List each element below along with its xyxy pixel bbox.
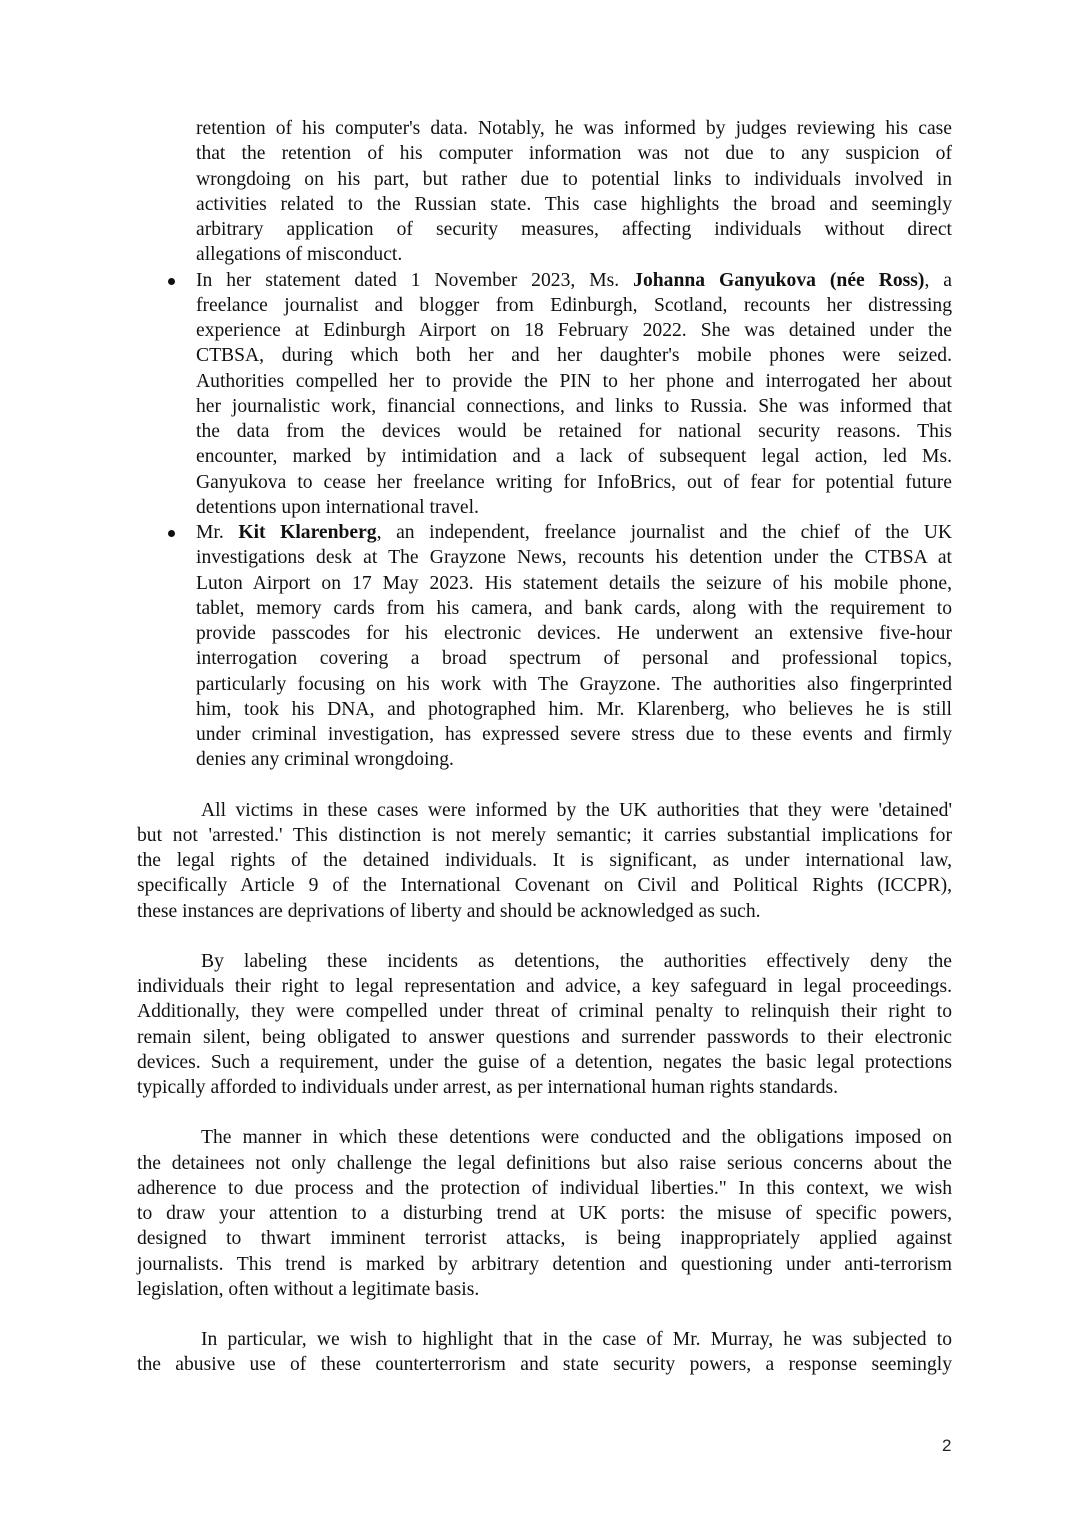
text-line: her journalistic work, financial connections, and links to Russia. She was informed that (196, 395, 952, 417)
text-line: denies any criminal wrongdoing. (196, 749, 454, 771)
text-line: interrogation covering a broad spectrum of personal and professional topics, (196, 648, 952, 670)
text-line: typically afforded to individuals under arrest, as per international human rights standards. (137, 1077, 839, 1098)
paragraph-detained-vs-arrested (137, 798, 952, 924)
paragraph-manner (137, 1125, 952, 1302)
text-line: journalists. This trend is marked by arbitrary detention and questioning under anti-terrorism (137, 1253, 952, 1275)
text-run: In her statement dated 1 November 2023, Ms. (196, 269, 634, 291)
text-line: legislation, often without a legitimate basis. (137, 1278, 480, 1300)
text-line: individuals their right to legal representation and advice, a key safeguard in legal proceedings. (137, 976, 952, 997)
bullet-continuation (137, 116, 952, 268)
text-line: freelance journalist and blogger from Edinburgh, Scotland, recounts her distressing (196, 294, 952, 316)
text-line: arbitrary application of security measures, affecting individuals without direct (196, 219, 952, 240)
text-line: under criminal investigation, has expressed severe stress due to these events and firmly (196, 724, 952, 745)
text-line: Ganyukova to cease her freelance writing for InfoBrics, out of fear for potential future (196, 471, 952, 493)
text-line: Additionally, they were compelled under threat of criminal penalty to relinquish their right to (137, 1001, 952, 1023)
text-line: tablet, memory cards from his camera, and bank cards, along with the requirement to (196, 597, 952, 619)
text-line: retention of his computer's data. Notably, he was informed by judges reviewing his case (196, 118, 952, 139)
text-line: CTBSA, during which both her and her daughter's mobile phones were seized. (196, 345, 952, 367)
bullet-klarenberg (137, 520, 952, 773)
text-run: Mr. (196, 522, 239, 543)
person-name: Kit Klarenberg (238, 522, 377, 543)
text-run: , an independent, freelance journalist and the chief of the UK (376, 522, 952, 543)
text-line: provide passcodes for his electronic devices. He underwent an extensive five-hour (196, 623, 952, 644)
text-line: the abusive use of these counterterrorism and state security powers, a response seemingly (137, 1354, 952, 1376)
text-line: encounter, marked by intimidation and a lack of subsequent legal action, led Ms. (196, 446, 952, 468)
text-line: experience at Edinburgh Airport on 18 February 2022. She was detained under the (196, 320, 952, 341)
text-line (196, 268, 952, 293)
text-line: detentions upon international travel. (196, 496, 479, 518)
text-line: activities related to the Russian state. This case highlights the broad and seemingly (196, 193, 952, 215)
text-line: that the retention of his computer information was not due to any suspicion of (196, 143, 952, 165)
text-run: , a (924, 269, 953, 291)
text-line: particularly focusing on his work with The Grayzone. The authorities also fingerprinted (196, 673, 952, 695)
text-line: to draw your attention to a disturbing trend at UK ports: the misuse of specific powers, (137, 1203, 952, 1224)
text-line: the detainees not only challenge the legal definitions but also raise serious concerns about the (137, 1152, 952, 1174)
text-line: adherence to due process and the protection of individual liberties." In this context, we wish (137, 1177, 952, 1199)
bullet-icon (168, 530, 175, 537)
text-line: remain silent, being obligated to answer questions and surrender passwords to their electronic (137, 1026, 952, 1048)
text-line: The manner in which these detentions were conducted and the obligations imposed on (201, 1127, 952, 1149)
text-line: investigations desk at The Grayzone News, recounts his detention under the CTBSA at (196, 547, 952, 569)
bullet-ganyukova (137, 268, 952, 521)
text-line: devices. Such a requirement, under the guise of a detention, negates the basic legal protections (137, 1051, 952, 1073)
text-line: specifically Article 9 of the International Covenant on Civil and Political Rights (ICCPR), (137, 875, 952, 897)
text-line: but not 'arrested.' This distinction is not merely semantic; it carries substantial implications for (137, 824, 952, 846)
text-line: the data from the devices would be retained for national security reasons. This (196, 421, 952, 442)
text-line: designed to thwart imminent terrorist attacks, is being inappropriately applied against (137, 1228, 952, 1250)
person-name: Johanna Ganyukova (née Ross) (633, 269, 925, 291)
text-line: Luton Airport on 17 May 2023. His statement details the seizure of his mobile phone, (196, 572, 952, 594)
text-line (196, 520, 952, 545)
text-line: him, took his DNA, and photographed him. Mr. Klarenberg, who believes he is still (196, 698, 952, 720)
text-line: the legal rights of the detained individuals. It is significant, as under international law, (137, 850, 952, 871)
text-line: these instances are deprivations of liberty and should be acknowledged as such. (137, 900, 761, 922)
bullet-list (137, 268, 952, 773)
paragraph-labeling (137, 949, 952, 1101)
text-line: wrongdoing on his part, but rather due to potential links to individuals involved in (196, 168, 952, 190)
text-line: In particular, we wish to highlight that in the case of Mr. Murray, he was subjected to (201, 1329, 952, 1350)
text-line: By labeling these incidents as detentions, the authorities effectively deny the (201, 950, 952, 972)
text-line: allegations of misconduct. (196, 244, 403, 266)
text-line: All victims in these cases were informed by the UK authorities that they were 'detained' (201, 799, 952, 821)
page-number: 2 (942, 1436, 952, 1455)
paragraph-murray (137, 1327, 952, 1378)
bullet-icon (168, 278, 175, 285)
text-line: Authorities compelled her to provide the PIN to her phone and interrogated her about (196, 370, 952, 392)
body-text (137, 116, 952, 1378)
